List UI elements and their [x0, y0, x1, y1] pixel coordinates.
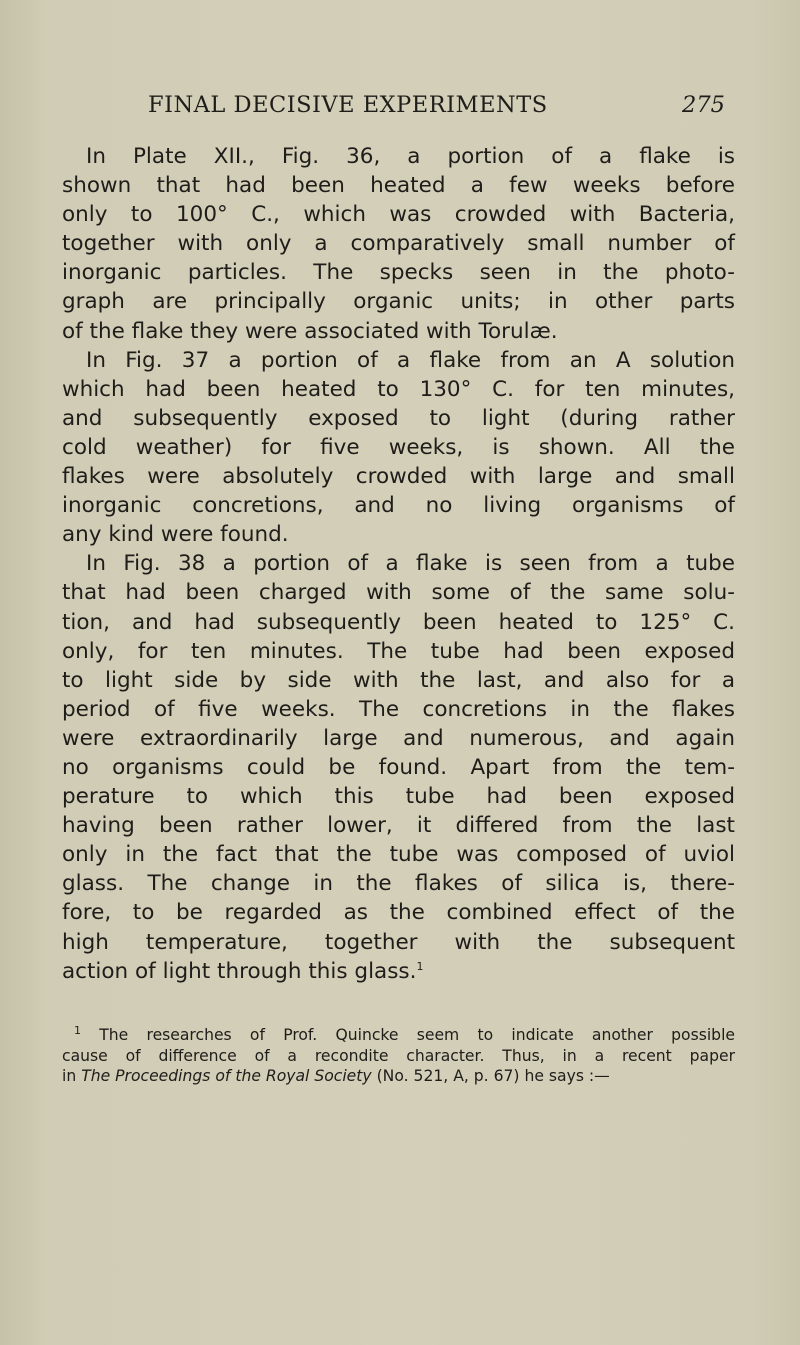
text-line: inorganic particles. The specks seen in the photo- — [62, 260, 735, 286]
text-line: In Plate XII., Fig. 36, a portion of a flake is — [86, 144, 735, 169]
text-line: flakes were absolutely crowded with large and small — [62, 464, 735, 490]
footnote-text: (No. 521, A, p. 67) he says :— — [376, 1067, 610, 1085]
page-number: 275 — [682, 92, 725, 118]
text-line: having been rather lower, it differed from the last — [62, 813, 735, 839]
footnote-line — [62, 1025, 735, 1046]
text-line: perature to which this tube had been exposed — [62, 784, 735, 810]
text-line: In Fig. 37 a portion of a flake from an A solution — [86, 347, 735, 373]
footnote-text: in — [62, 1067, 77, 1085]
text-line: only in the fact that the tube was composed of uviol — [62, 842, 735, 868]
text-line: to light side by side with the last, and also for a — [62, 667, 735, 693]
body-text — [62, 142, 735, 986]
text-line: of the flake they were associated with Torulæ. — [62, 318, 558, 344]
journal-title: The Proceedings of the Royal Society — [81, 1067, 372, 1085]
footnote-line: cause of difference of a recondite character. Thus, in a recent paper — [62, 1046, 735, 1065]
text-line: any kind were found. — [62, 522, 289, 548]
text-line: which had been heated to 130° C. for ten minutes, — [62, 376, 735, 402]
footnote-reference[interactable]: 1 — [416, 959, 424, 973]
text-line: high temperature, together with the subsequent — [62, 929, 735, 955]
running-title: FINAL DECISIVE EXPERIMENTS — [148, 92, 548, 118]
text-line: were extraordinarily large and numerous, and again — [62, 725, 735, 751]
text-line: tion, and had subsequently been heated to 125° C. — [62, 609, 735, 635]
footnote-text: The researches of Prof. Quincke seem to indicate another possible — [99, 1026, 735, 1044]
footnote-line — [62, 1066, 735, 1087]
text-line-content: action of light through this glass. — [62, 958, 417, 984]
text-line: In Fig. 38 a portion of a flake is seen from a tube — [86, 551, 735, 577]
text-line: no organisms could be found. Apart from the tem- — [62, 754, 735, 780]
footnote-marker: 1 — [74, 1023, 81, 1037]
text-line: only, for ten minutes. The tube had been exposed — [62, 638, 735, 664]
text-line: period of five weeks. The concretions in the flakes — [62, 696, 735, 722]
text-line: that had been charged with some of the same solu- — [62, 580, 735, 606]
text-line: cold weather) for five weeks, is shown. All the — [62, 434, 735, 460]
text-line: together with only a comparatively small number of — [62, 231, 735, 257]
text-line: graph are principally organic units; in other parts — [62, 289, 735, 315]
text-line: inorganic concretions, and no living organisms of — [62, 493, 735, 519]
text-line: shown that had been heated a few weeks before — [62, 173, 735, 199]
text-line: fore, to be regarded as the combined effect of the — [62, 900, 735, 926]
text-line: only to 100° C., which was crowded with Bacteria, — [62, 202, 735, 228]
text-line-last — [62, 957, 735, 986]
text-line: glass. The change in the flakes of silica is, there- — [62, 871, 735, 897]
footnote — [62, 1025, 735, 1087]
text-line: and subsequently exposed to light (during rather — [62, 405, 735, 431]
